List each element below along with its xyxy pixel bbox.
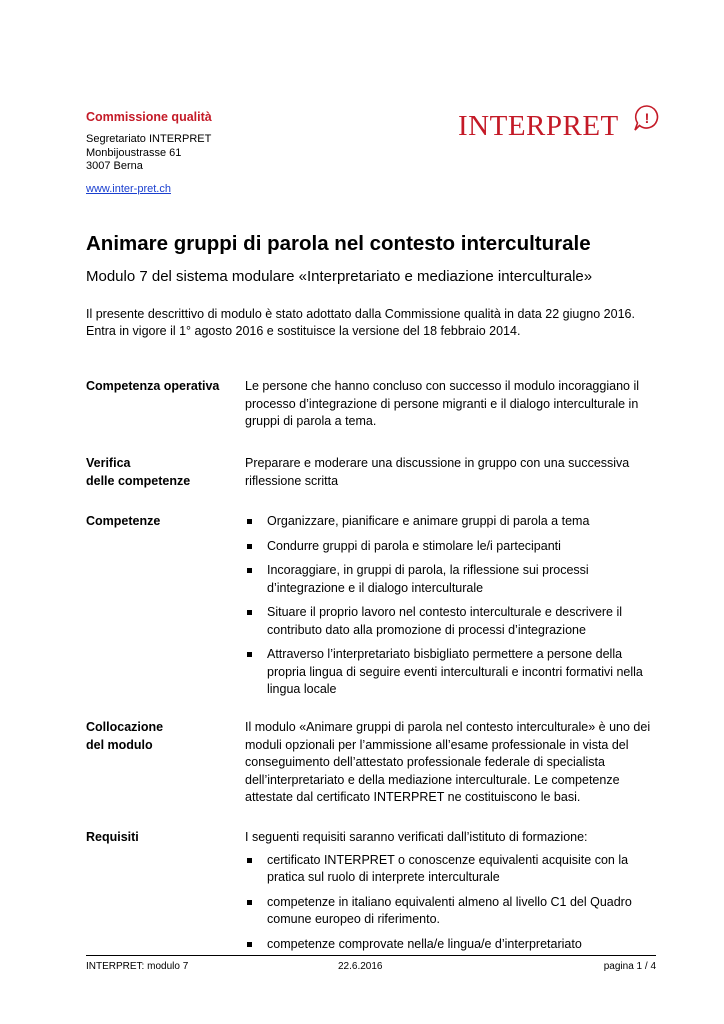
sender-block xyxy=(86,110,212,196)
list-item: competenze in italiano equivalenti almeno al livello C1 del Quadro comune europeo di riferimento. xyxy=(245,894,660,929)
section-body xyxy=(245,513,660,706)
section-label: Competenza operativa xyxy=(86,379,220,393)
intro-line: Entra in vigore il 1° agosto 2016 e sostituisce la versione del 18 febbraio 2014. xyxy=(86,324,521,338)
intro-paragraph xyxy=(86,306,635,340)
label-line: del modulo xyxy=(86,737,153,752)
section-text: Le persone che hanno concluso con successo il modulo incoraggiano il processo d’integrazione di persone migranti e il dialogo interculturale in gruppi di parola a tema. xyxy=(245,379,640,428)
list-item: Condurre gruppi di parola e stimolare le/i partecipanti xyxy=(245,538,660,556)
label-line: Collocazione xyxy=(86,720,164,734)
speech-bubble-icon xyxy=(632,103,662,133)
requirements-intro: I seguenti requisiti saranno verificati dall’istituto di formazione: xyxy=(245,830,588,844)
address-block xyxy=(86,133,212,174)
section-label xyxy=(86,719,236,754)
footer-date: 22.6.2016 xyxy=(338,961,383,972)
interpret-logo xyxy=(458,103,663,145)
label-line: delle competenze xyxy=(86,473,191,488)
list-item: Organizzare, pianificare e animare gruppi di parola a tema xyxy=(245,513,660,531)
list-item: Situare il proprio lavoro nel contesto interculturale e descrivere il contributo dato alla promozione di processi d’integrazione xyxy=(245,604,660,639)
competence-list xyxy=(245,513,660,699)
page-subtitle: Modulo 7 del sistema modulare «Interpretariato e mediazione interculturale» xyxy=(86,268,593,285)
list-item: competenze comprovate nella/e lingua/e d’interpretariato xyxy=(245,936,660,954)
committee-name: Commissione qualità xyxy=(86,110,212,124)
footer-module: INTERPRET: modulo 7 xyxy=(86,961,189,972)
section-label: Competenze xyxy=(86,514,161,528)
requirements-list xyxy=(245,852,660,954)
logo-mark: ! xyxy=(644,110,650,126)
page-title: Animare gruppi di parola nel contesto interculturale xyxy=(86,232,591,255)
section-label xyxy=(86,455,236,490)
address-line: Monbijoustrasse 61 xyxy=(86,146,182,159)
address-line: Segretariato INTERPRET xyxy=(86,133,212,145)
intro-line: Il presente descrittivo di modulo è stato adottato dalla Commissione qualità in data 22 giugno 2016. xyxy=(86,307,635,321)
section-label: Requisiti xyxy=(86,830,139,844)
footer-divider xyxy=(86,955,656,956)
address-line: 3007 Berna xyxy=(86,160,143,172)
section-body xyxy=(245,829,660,960)
website-link[interactable]: www.inter-pret.ch xyxy=(86,182,171,195)
list-item: Incoraggiare, in gruppi di parola, la riflessione sui processi d’integrazione e il dialogo interculturale xyxy=(245,562,660,597)
footer-page-number: pagina 1 / 4 xyxy=(603,961,656,972)
list-item: Attraverso l’interpretariato bisbigliato permettere a persone della propria lingua di seguire eventi interculturali e incontri formativi nella lingua locale xyxy=(245,646,660,699)
section-text: Preparare e moderare una discussione in gruppo con una successiva riflessione scritta xyxy=(245,456,630,488)
logo-wordmark: INTERPRET xyxy=(458,110,619,142)
section-text: Il modulo «Animare gruppi di parola nel contesto interculturale» è uno dei moduli opzionali per l’ammissione all’esame professionale in vista del conseguimento dell’attestato professionale federale di specialista dell’interpretariato e della mediazione interculturale. Le competenze attestate dal certificato INTERPRET ne costituiscono le basi. xyxy=(245,720,651,804)
list-item: certificato INTERPRET o conoscenze equivalenti acquisite con la pratica sul ruolo di interprete interculturale xyxy=(245,852,660,887)
label-line: Verifica xyxy=(86,456,131,470)
